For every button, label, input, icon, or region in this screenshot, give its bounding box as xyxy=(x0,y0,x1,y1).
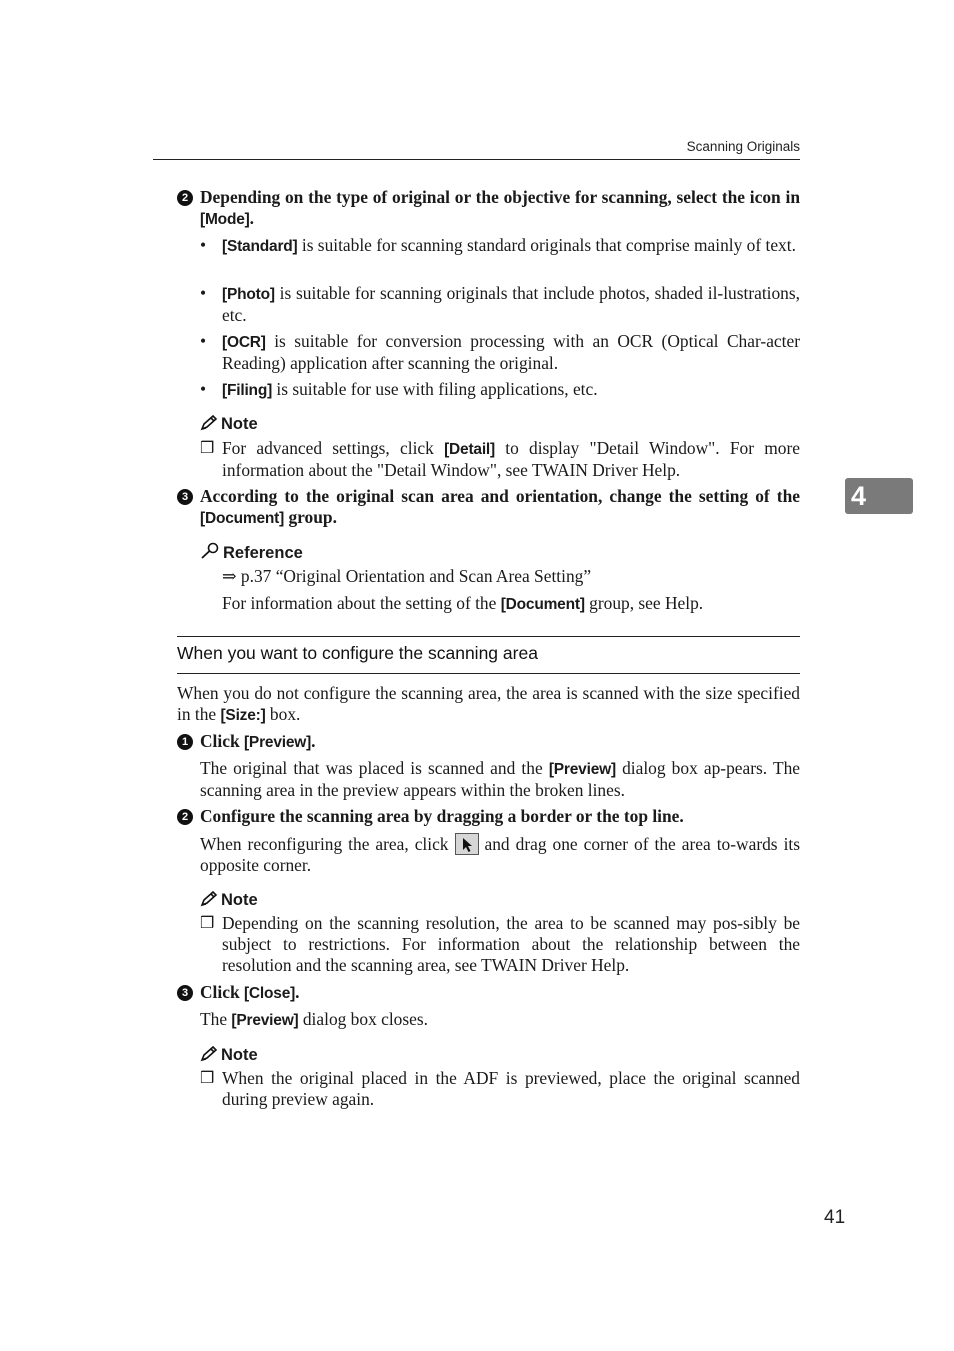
step-2-configure xyxy=(177,806,800,827)
section-intro: When you do not configure the scanning area, the area is scanned with the size specified in the [Size:] box. xyxy=(177,683,800,724)
note-heading: Note xyxy=(200,890,258,910)
pencil-icon xyxy=(200,415,218,431)
magnifier-icon xyxy=(200,542,220,560)
step-number: 2 xyxy=(177,809,193,825)
cursor-arrow-icon xyxy=(462,837,474,853)
step-number: 3 xyxy=(177,489,193,505)
detail-label: [Detail] xyxy=(444,441,495,458)
step-number: 3 xyxy=(177,985,193,1001)
pencil-icon xyxy=(200,891,218,907)
document-label: [Document] xyxy=(200,510,285,527)
section-title: When you want to configure the scanning area xyxy=(177,643,538,663)
preview-label: [Preview] xyxy=(243,734,312,751)
preview-label: [Preview] xyxy=(548,761,616,778)
checkbox-glyph-icon: ❒ xyxy=(200,1070,215,1087)
bullet-photo: • [Photo] is suitable for scanning originals that include photos, shaded il-lustrations, etc. xyxy=(200,283,800,325)
step-number: 2 xyxy=(177,190,193,206)
reference-text: For information about the setting of the [Document] group, see Help. xyxy=(222,593,704,613)
chapter-tab: 4 xyxy=(845,478,913,514)
step-3-close xyxy=(177,982,800,1004)
note-item: ❒ Depending on the scanning resolution, the area to be scanned may pos-sibly be subject to restrictions. For information about the relationship between the resolution and the scanning area, see TWAIN Driver Help. xyxy=(200,913,800,975)
note-heading: Note xyxy=(200,414,258,434)
step-text: Depending on the type of original or the objective for scanning, select the icon in [Mode]. xyxy=(200,187,800,228)
step-3-description: The [Preview] dialog box closes. xyxy=(200,1009,428,1029)
note-heading: Note xyxy=(200,1045,258,1065)
filing-label: [Filing] xyxy=(222,382,273,399)
size-label: [Size:] xyxy=(220,707,266,724)
running-header: Scanning Originals xyxy=(686,139,800,154)
bullet-ocr: • [OCR] is suitable for conversion processing with an OCR (Optical Char-acter Reading) application after scanning the original. xyxy=(200,331,800,373)
reference-heading: Reference xyxy=(200,542,303,563)
step-1-description: The original that was placed is scanned and the [Preview] dialog box ap-pears. The scanning area in the preview appears within the broken lines. xyxy=(200,758,800,800)
step-text: According to the original scan area and orientation, change the setting of the [Document] group. xyxy=(200,486,800,527)
mode-label: [Mode] xyxy=(200,211,250,228)
standard-label: [Standard] xyxy=(222,238,298,255)
step-number: 1 xyxy=(177,734,193,750)
checkbox-glyph-icon: ❒ xyxy=(200,440,215,457)
pointer-tool-button[interactable] xyxy=(455,833,479,855)
section-rule-bottom xyxy=(177,673,800,674)
step-3-document xyxy=(177,486,800,529)
note-item: ❒ For advanced settings, click [Detail] to display "Detail Window". For more information about the "Detail Window", see TWAIN Driver Help. xyxy=(200,438,800,480)
step-2-description: When reconfiguring the area, click and drag one corner of the area to-wards its opposite corner. xyxy=(200,834,801,875)
checkbox-glyph-icon: ❒ xyxy=(200,915,215,932)
ocr-label: [OCR] xyxy=(222,334,266,351)
document-label: [Document] xyxy=(500,596,585,613)
step-text: Click [Preview]. xyxy=(200,731,316,751)
reference-link[interactable]: ⇒ p.37 “Original Orientation and Scan Area Setting” xyxy=(222,566,592,586)
photo-label: [Photo] xyxy=(222,286,275,303)
step-1-preview xyxy=(177,731,800,753)
section-rule-top xyxy=(177,636,800,637)
page-number: 41 xyxy=(824,1207,846,1228)
header-rule xyxy=(153,159,800,160)
pencil-icon xyxy=(200,1046,218,1062)
step-text: Configure the scanning area by dragging a border or the top line. xyxy=(200,806,684,826)
bullet-filing: • [Filing] is suitable for use with filing applications, etc. xyxy=(200,379,598,399)
step-text: Click [Close]. xyxy=(200,982,300,1002)
note-item: ❒ When the original placed in the ADF is previewed, place the original scanned during preview again. xyxy=(200,1068,800,1109)
preview-label: [Preview] xyxy=(231,1012,299,1029)
bullet-standard: • [Standard] is suitable for scanning standard originals that comprise mainly of text. xyxy=(200,235,796,255)
step-2-mode xyxy=(177,187,800,230)
close-label: [Close] xyxy=(243,985,296,1002)
